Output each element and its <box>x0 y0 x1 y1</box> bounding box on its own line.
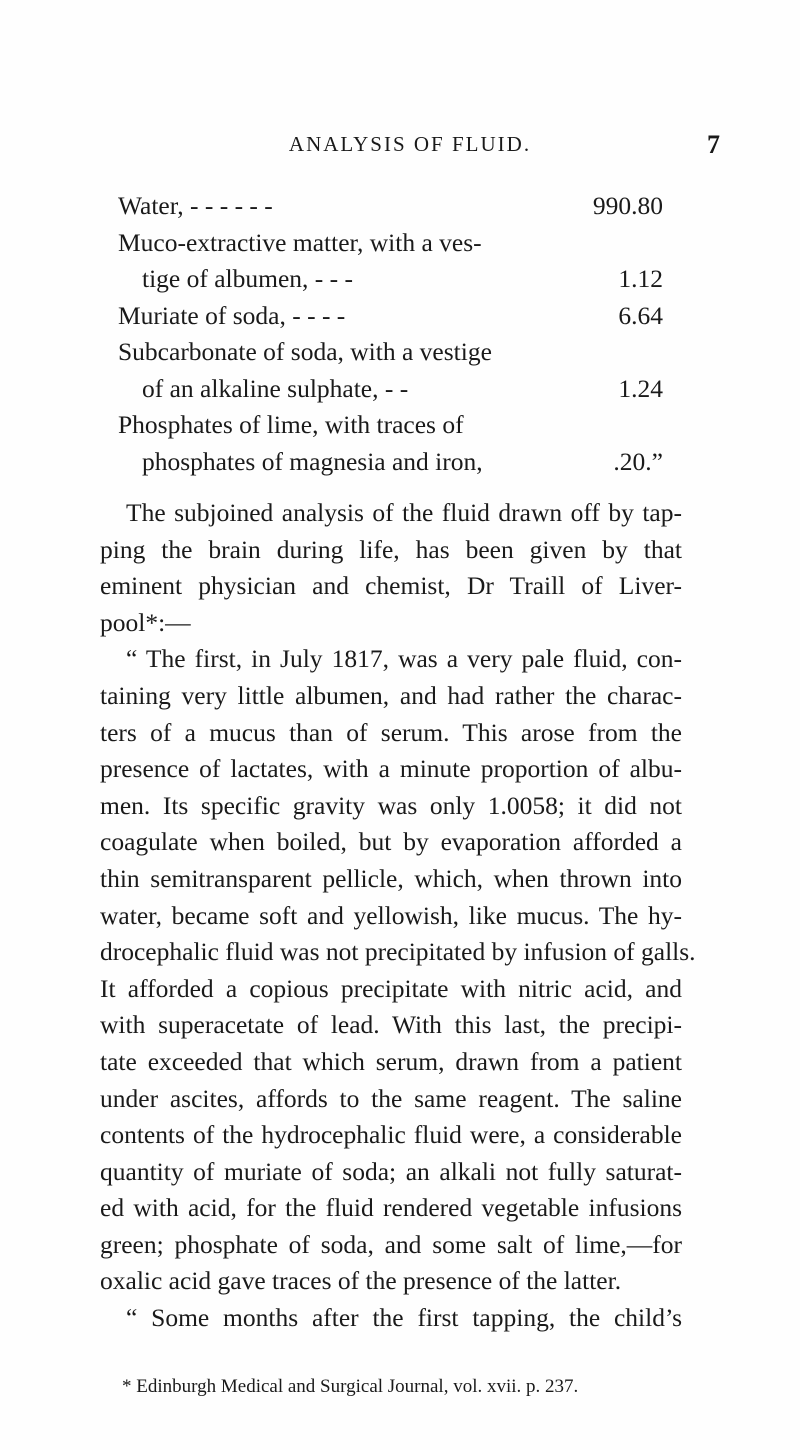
analysis-label: of an alkaline sulphate, - - <box>142 373 409 403</box>
text-line: coagulate when boiled, but by evaporation afforded a <box>100 827 682 857</box>
analysis-value: 990.80 <box>592 191 663 220</box>
analysis-row <box>118 371 663 408</box>
text-line: thin semitransparent pellicle, which, when thrown into <box>100 863 682 893</box>
text-line: with superacetate of lead. With this last, the precipi- <box>100 1010 682 1040</box>
analysis-value: .20.” <box>613 446 663 476</box>
text-line: ping the brain during life, has been given by that <box>100 534 682 564</box>
text-line: quantity of muriate of soda; an alkali not fully saturat- <box>100 1156 682 1186</box>
footnote: * Edinburgh Medical and Surgical Journal, vol. xvii. p. 237. <box>122 1376 579 1397</box>
page-header <box>100 132 720 166</box>
text-line: “ The first, in July 1817, was a very pale fluid, con- <box>126 644 682 674</box>
text-line: oxalic acid gave traces of the presence of the latter. <box>100 1266 622 1296</box>
text-line: ed with acid, for the fluid rendered vegetable infusions <box>100 1193 682 1223</box>
text-line: contents of the hydrocephalic fluid were, a considerable <box>100 1120 682 1150</box>
text-line: men. Its specific gravity was only 1.0058; it did not <box>100 790 682 820</box>
analysis-table <box>118 188 663 480</box>
text-line: presence of lactates, with a minute proportion of albu- <box>100 754 682 784</box>
analysis-label: Subcarbonate of soda, with a vestige <box>118 337 492 366</box>
text-line: pool*:— <box>100 607 191 637</box>
analysis-label: Muco-extractive matter, with a ves- <box>118 227 482 257</box>
analysis-value: 6.64 <box>618 300 663 330</box>
analysis-row <box>118 298 663 335</box>
text-line: water, became soft and yellowish, like mucus. The hy- <box>100 900 682 930</box>
text-line: “ Some months after the first tapping, the child’s <box>126 1303 682 1333</box>
body-text <box>100 495 696 1337</box>
analysis-label: Muriate of soda, - - - - <box>118 300 346 330</box>
analysis-row <box>118 188 663 225</box>
analysis-row <box>118 334 663 371</box>
text-line: ters of a mucus than of serum. This arose from the <box>100 717 682 747</box>
text-line: green; phosphate of soda, and some salt of lime,—for <box>100 1229 682 1259</box>
analysis-label: phosphates of magnesia and iron, <box>142 446 483 476</box>
text-line: under ascites, affords to the same reagent. The saline <box>100 1083 682 1113</box>
analysis-label: Phosphates of lime, with traces of <box>118 410 464 439</box>
analysis-row <box>118 225 663 262</box>
text-line: tate exceeded that which serum, drawn from a patient <box>100 1046 682 1076</box>
text-line: eminent physician and chemist, Dr Traill of Liver- <box>100 571 682 601</box>
text-line: It afforded a copious precipitate with nitric acid, and <box>100 973 682 1003</box>
text-line: The subjoined analysis of the fluid drawn off by tap- <box>126 498 682 527</box>
page-number: 7 <box>707 130 720 159</box>
analysis-row <box>118 261 663 298</box>
text-line: drocephalic fluid was not precipitated by infusion of galls. <box>100 937 696 967</box>
analysis-label: Water, - - - - - - <box>118 191 273 220</box>
analysis-row <box>118 444 663 481</box>
running-title: ANALYSIS OF FLUID. <box>288 132 532 156</box>
analysis-row <box>118 407 663 444</box>
analysis-label: tige of albumen, - - - <box>142 264 354 293</box>
analysis-value: 1.12 <box>618 264 663 293</box>
analysis-value: 1.24 <box>618 373 663 403</box>
text-line: taining very little albumen, and had rather the charac- <box>100 680 682 710</box>
